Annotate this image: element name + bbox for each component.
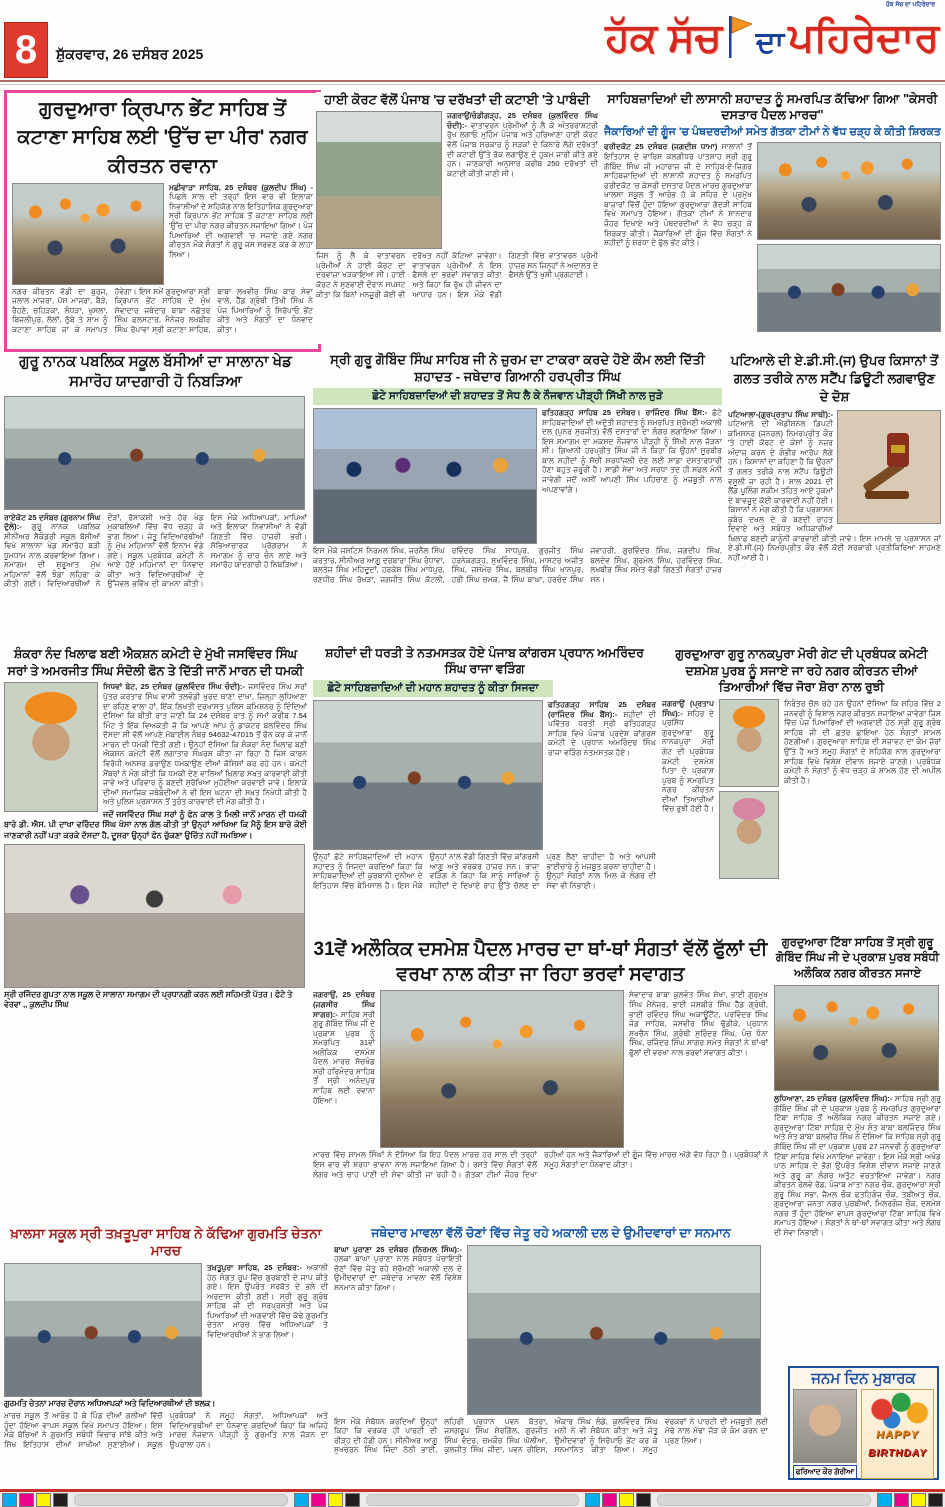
body-text-continued: ਮਾਰਚ ਵਿੱਚ ਸ਼ਾਮਲ ਸਿੰਘਾਂ ਨੇ ਦੱਸਿਆ ਕਿ ਇਹ ਪੈਦਲ ਮਾਰਚ ਹਰ ਸਾਲ ਦੀ ਤਰ੍ਹਾਂ ਇਸ ਵਾਰ ਵੀ ਸ਼ਰਧਾ ਭਾਵਨਾ ਨਾਲ ਸਜਾਇਆ ਗਿਆ ਹੈ। ਰਸਤੇ ਵਿੱਚ ਸੰਗਤਾਂ ਵੱਲੋਂ ਲੰਗਰ ਅਤੇ ਚਾਹ ਪਾਣੀ ਦੀ ਸੇਵਾ ਕੀਤੀ ਜਾ ਰਹੀ ਹੈ। ਗੱਤਕਾ ਟੀਮਾਂ ਜੌਹਰ ਦਿਖਾ ਰਹੀਆਂ ਹਨ ਅਤੇ ਜੈਕਾਰਿਆਂ ਦੀ ਗੂੰਜ ਵਿੱਚ ਮਾਰਚ ਅੱਗੇ ਵੱਧ ਰਿਹਾ ਹੈ। ਪ੍ਰਬੰਧਕਾਂ ਨੇ ਸਮੂਹ ਸੰਗਤਾਂ ਦਾ ਧੰਨਵਾਦ ਕੀਤਾ। [313, 1150, 768, 1179]
photo-birthday-baby [793, 1389, 857, 1463]
body-text: ਸਿਧਵਾਂ ਬੇਟ, 25 ਦਸੰਬਰ (ਕੁਲਵਿੰਦਰ ਸਿੰਘ ਚੰਦੀ):- ਜਸਵਿੰਦਰ ਸਿੰਘ ਸਰਾਂ ਪੁੱਤਰ ਕਰਤਾਰ ਸਿੰਘ ਵਾਸੀ ਤਲਵੰਡੀ ਖੁਰਦ ਥਾਣਾ ਦਾਖਾ, ਜ਼ਿਲ੍ਹਾ ਲੁਧਿਆਣਾ ਦਾ ਰਹਿਣ ਵਾਲਾ ਹਾਂ, ਇੱਕ ਲਿਖਤੀ ਦਰਖਾਸਤ ਪੁਲਿਸ ਕਮਿਸ਼ਨਰ ਨੂੰ ਦਿੰਦਿਆਂ ਦੱਸਿਆ ਕਿ ਬੀਤੀ ਰਾਤ ਜਾਣੀ ਕਿ 24 ਦਸੰਬਰ ਰਾਤ ਨੂੰ ਸਮਾਂ ਕਰੀਬ 7.54 ਮਿੰਟ ਤੇ ਇੱਕ ਵਿਅਕਤੀ ਜੋ ਕਿ ਆਪਣੇ ਆਪ ਨੂੰ ਡਾਕਟਰ ਬਲਵਿੰਦਰ ਸਿੰਘ ਦੱਸਦਾ ਸੀ ਵੱਲੋਂ ਆਪਣੇ ਮੋਬਾਈਲ ਨੰਬਰ 94632-47015 ਤੋਂ ਫੋਨ ਕਰ ਕੇ ਜਾਨੋਂ ਮਾਰਨ ਦੀ ਧਮਕੀ ਦਿੱਤੀ ਗਈ। ਉਨ੍ਹਾਂ ਦੱਸਿਆ ਕਿ ਸ਼ੰਕਰਾ ਨੰਦ ਖਿਲਾਫ ਬਣੀ ਐਕਸ਼ਨ ਕਮੇਟੀ ਵੱਲੋਂ ਲਗਾਤਾਰ ਸੰਘਰਸ਼ ਕੀਤਾ ਜਾ ਰਿਹਾ ਹੈ ਜਿਸ ਕਾਰਨ ਵਿਰੋਧੀ ਅਨਸਰ ਡਰਾਉਣ ਧਮਕਾਉਣ ਦੀਆਂ ਕੋਸ਼ਿਸ਼ਾਂ ਕਰ ਰਹੇ ਹਨ। ਕਮੇਟੀ ਮੈਂਬਰਾਂ ਨੇ ਮੰਗ ਕੀਤੀ ਕਿ ਧਮਕੀ ਦੇਣ ਵਾਲਿਆਂ ਖ਼ਿਲਾਫ਼ ਸਖ਼ਤ ਕਾਰਵਾਈ ਕੀਤੀ ਜਾਵੇ ਅਤੇ ਪਰਿਵਾਰ ਨੂੰ ਬਣਦੀ ਸੁਰੱਖਿਆ ਮੁਹੱਈਆ ਕਰਵਾਈ ਜਾਵੇ। ਇਲਾਕੇ ਦੀਆਂ ਸਮਾਜਿਕ ਜਥੇਬੰਦੀਆਂ ਨੇ ਵੀ ਇਸ ਘਟਨਾ ਦੀ ਸਖ਼ਤ ਨਿਖੇਧੀ ਕੀਤੀ ਹੈ ਅਤੇ ਪੁਲਿਸ ਪ੍ਰਸ਼ਾਸਨ ਤੋਂ ਤੁਰੰਤ ਕਾਰਵਾਈ ਦੀ ਮੰਗ ਕੀਤੀ ਹੈ। [103, 682, 307, 807]
photo-stack [757, 142, 941, 332]
headline: ਗੁਰਦੁਆਰਾ ਗੁਰੂ ਨਾਨਕਪੁਰਾ ਮੋਰੀ ਗੇਟ ਦੀ ਪ੍ਰਬੰਧਕ ਕਮੇਟੀ ਦਸ਼ਮੇਸ਼ ਪੁਰਬ ਨੂੰ ਸਜਾਏ ਜਾ ਰਹੇ ਨਗਰ ਕੀਰਤਨ ਦੀਆਂ ਤਿਆਰੀਆਂ ਵਿੱਚ ਜੋਰਾ ਸ਼ੋਰਾ ਨਾਲ ਰੁਝੀ [675, 647, 928, 695]
headline: ਸਾਹਿਬਜ਼ਾਦਿਆਂ ਦੀ ਲਾਸਾਨੀ ਸ਼ਹਾਦਤ ਨੂੰ ਸਮਰਪਿਤ ਕੱਢਿਆ ਗਿਆ "ਕੇਸਰੀ ਦਸਤਾਰ ਪੈਦਲ ਮਾਰਚ" [607, 92, 938, 122]
cmyk-marks-3 [585, 1493, 651, 1507]
dateline: ਲੁਧਿਆਣਾ, 25 ਦਸੰਬਰ (ਕੁਲਵਿੰਦਰ ਸਿੰਘ):- [774, 1094, 893, 1104]
photo-roadside-trees [316, 111, 442, 249]
gavel-icon [847, 425, 931, 509]
press-bar [74, 1494, 288, 1506]
cyan-mark [294, 1493, 309, 1507]
birthday-baby-name: ਫਰਿਆਦ ਕੌਰ ਗੋਰੀਆ [793, 1465, 857, 1479]
body-text-right: ਨਿਰੰਤਰ ਚੱਲ ਰਹੇ ਹਨ ਉਹਨਾਂ ਦੱਸਿਆ ਕਿ ਸ਼ਹਿਰ ਵਿੱਚ 2 ਜਨਵਰੀ ਨੂੰ ਵਿਸ਼ਾਲ ਨਗਰ ਕੀਰਤਨ ਸਜਾਇਆ ਜਾਵੇਗਾ ਜਿਸ ਵਿੱਚ ਪੰਜ ਪਿਆਰਿਆਂ ਦੀ ਅਗਵਾਈ ਹੇਠ ਸ੍ਰੀ ਗੁਰੂ ਗ੍ਰੰਥ ਸਾਹਿਬ ਜੀ ਦੀ ਛਤਰ ਛਾਇਆ ਹੇਠ ਸੰਗਤਾਂ ਸ਼ਾਮਲ ਹੋਣਗੀਆਂ। ਗੁਰਦੁਆਰਾ ਸਾਹਿਬ ਦੀ ਸਜਾਵਟ ਦਾ ਕੰਮ ਜ਼ੋਰਾਂ ਉੱਤੇ ਹੈ ਅਤੇ ਸਮੂਹ ਸੰਗਤਾਂ ਦੇ ਸਹਿਯੋਗ ਨਾਲ ਗੁਰਦੁਆਰਾ ਸਾਹਿਬ ਵਿਖੇ ਵਿਸ਼ੇਸ਼ ਦੀਵਾਨ ਸਜਾਏ ਜਾਣਗੇ। ਪ੍ਰਬੰਧਕ ਕਮੇਟੀ ਨੇ ਸੰਗਤਾਂ ਨੂੰ ਵੱਧ ਚੜ੍ਹ ਕੇ ਸ਼ਾਮਲ ਹੋਣ ਦੀ ਅਪੀਲ ਕੀਤੀ ਹੈ। [784, 699, 941, 785]
body-text-continued: ਜਿਸ ਨੂੰ ਲੈ ਕੇ ਵਾਤਾਵਰਨ ਪ੍ਰੇਮੀਆਂ ਨੇ ਹਾਈ ਕੋਰਟ ਦਾ ਦਰਵਾਜ਼ਾ ਖੜਕਾਇਆ ਸੀ। ਹਾਈ ਕੋਰਟ ਨੇ ਸੁਣਵਾਈ ਦੌਰਾਨ ਸਪਸ਼ਟ ਕੀਤਾ ਕਿ ਬਿਨਾਂ ਮਨਜ਼ੂਰੀ ਕੋਈ ਵੀ ਦਰੱਖਤ ਨਹੀਂ ਕੱਟਿਆ ਜਾਵੇਗਾ। ਵਾਤਾਵਰਨ ਪ੍ਰੇਮੀਆਂ ਨੇ ਇਸ ਫੈਸਲੇ ਦਾ ਭਰਵਾਂ ਸਵਾਗਤ ਕੀਤਾ ਅਤੇ ਕਿਹਾ ਕਿ ਰੁੱਖ ਹੀ ਜੀਵਨ ਦਾ ਆਧਾਰ ਹਨ। ਇਸ ਮੌਕੇ ਵੱਡੀ ਗਿਣਤੀ ਵਿੱਚ ਵਾਤਾਵਰਨ ਪ੍ਰੇਮੀ ਹਾਜ਼ਰ ਸਨ ਜਿਨ੍ਹਾਂ ਨੇ ਅਦਾਲਤ ਦੇ ਫੈਸਲੇ ਉੱਤੇ ਖੁਸ਼ੀ ਪ੍ਰਗਟਾਈ। [316, 251, 598, 299]
masthead-rule-thin [0, 84, 945, 85]
article-gurmat-chetna-march [4, 1226, 328, 1484]
dateline: ਫਰੀਦਕੋਟ 25 ਦਸੰਬਰ (ਜਗਦੀਸ਼ ਧਾਮਾ) [604, 142, 718, 152]
body-text: ਮਛੀਵਾੜਾ ਸਾਹਿਬ, 25 ਦਸੰਬਰ (ਕੁਲਦੀਪ ਸਿੰਘ) - ਪਿਛਲੇ ਸਾਲ ਦੀ ਤਰ੍ਹਾਂ ਇਸ ਵਾਰ ਵੀ ਇਲਾਕਾ ਨਿਵਾਸੀਆਂ ਦੇ ਸਹਿਯੋਗ ਨਾਲ ਇਤਿਹਾਸਿਕ ਗੁਰਦੁਆਰਾ ਸ੍ਰੀ ਕ੍ਰਿਪਾਨ ਭੇਂਟ ਸਾਹਿਬ ਤੋਂ ਕਟਾਣਾ ਸਾਹਿਬ ਲਈ 'ਉੱਚ ਦਾ ਪੀਰ' ਨਗਰ ਕੀਰਤਨ ਸਜਾਇਆ ਗਿਆ। ਪੰਜ ਪਿਆਰਿਆਂ ਦੀ ਅਗਵਾਈ 'ਚ ਸਜਾਏ ਗਏ ਨਗਰ ਕੀਰਤਨ ਮੌਕੇ ਸੰਗਤਾਂ ਨੇ ਗੁਰੂ ਜਸ ਸਰਵਣ ਕਰ ਕੇ ਲਾਹਾ ਲਿਆ। [169, 182, 313, 259]
photo-dastar-march-flags [757, 142, 941, 240]
highlight-paragraph: ਜਦੋਂ ਜਸਵਿੰਦਰ ਸਿੰਘ ਸਰਾਂ ਨੂੰ ਫੋਨ ਕਾਲ ਤੇ ਮਿਲੀ ਜਾਨੋਂ ਮਾਰਨ ਦੀ ਧਮਕੀ ਬਾਰੇ ਡੀ. ਐਸ. ਪੀ ਦਾਖਾ ਵਰਿੰਦਰ ਸਿੰਘ ਖੋਸਾ ਨਾਲ ਗੱਲ ਕੀਤੀ ਤਾਂ ਉਨ੍ਹਾਂ ਆਖਿਆ ਕਿ ਮੈਨੂੰ ਇਸ ਬਾਰੇ ਕੋਈ ਜਾਣਕਾਰੀ ਨਹੀਂ ਪਤਾ ਕਰਕੇ ਦੱਸਦਾ ਹੈ, ਦੂਸਰਾ ਉਨ੍ਹਾਂ ਫੋਨ ਚੁੱਕਣਾ ਉਚਿੱਤ ਨਹੀਂ ਸਮਝਿਆ। [4, 809, 307, 840]
dateline: ਬਾਘਾ ਪੁਰਾਣਾ 25 ਦਸੰਬਰ (ਨਿਰਮਲ ਸਿੰਘ):- [334, 1244, 462, 1254]
photo-caption: ਸ੍ਰੀ ਰਜਿੰਦਰ ਗੁਪਤਾ ਨਾਲ ਸਕੂਲ ਦੇ ਸਾਲਾਨਾ ਸਮਾਗਮ ਦੀ ਪ੍ਰਧਾਨਗੀ ਕਰਨ ਲਈ ਸਹਿਮਤੀ ਪੱਤਰ। ਫੋਟੋ ਤੇ ਵੇਰਵਾ ,, ਕੁਲਦੀਪ ਸਿੰਘ [4, 989, 293, 1010]
article-adc-stamp-duty [728, 352, 941, 640]
dateline: ਸਿਧਵਾਂ ਬੇਟ, 25 ਦਸੰਬਰ (ਕੁਲਵਿੰਦਰ ਸਿੰਘ ਚੰਦੀ):- [103, 682, 245, 692]
article-tibba-sahib-nagar-kirtan [774, 936, 941, 1360]
body-text: ਫਰੀਦਕੋਟ 25 ਦਸੰਬਰ (ਜਗਦੀਸ਼ ਧਾਮਾ) ਸਾਲਾਨਾਂ ਤੋਂ ਇਤਿਹਾਸ ਦੇ ਵਾਰਿਸ ਕਲਗੀਧਰ ਪਾਤਸ਼ਾਹ ਸ੍ਰੀ ਗੁਰੂ ਗੋਬਿੰਦ ਸਿੰਘ ਜੀ ਮਹਾਰਾਜ ਜੀ ਦੇ ਸਾਹਿਬ-ਏ-ਜਿਗਰ ਸਾਹਿਬਜ਼ਾਦਿਆਂ ਦੀ ਲਾਸਾਨੀ ਸ਼ਹਾਦਤ ਨੂੰ ਸਮਰਪਿਤ ਫਰੀਦਕੋਟ 'ਚ ਕੇਸਰੀ ਦਸਤਾਰ ਪੈਦਲ ਮਾਰਚ ਗੁਰਦੁਆਰਾ ਖਾਲਸਾ ਸਕੂਲ ਤੋਂ ਆਰੰਭ ਹੋ ਕੇ ਸ਼ਹਿਰ ਦੇ ਪ੍ਰਮੁੱਖ ਬਾਜ਼ਾਰਾਂ ਵਿੱਚੋਂ ਹੁੰਦਾ ਹੋਇਆ ਗੁਰਦੁਆਰਾ ਗੋਦੜੀ ਸਾਹਿਬ ਵਿਖੇ ਸਮਾਪਤ ਹੋਇਆ। ਗੱਤਕਾ ਟੀਮਾਂ ਨੇ ਸ਼ਾਨਦਾਰ ਜੌਹਰ ਦਿਖਾਏ ਅਤੇ ਪੰਥਦਰਦੀਆਂ ਨੇ ਵੱਧ ਚੜ੍ਹ ਕੇ ਸ਼ਿਰਕਤ ਕੀਤੀ। ਜੈਕਾਰਿਆਂ ਦੀ ਗੂੰਜ ਵਿੱਚ ਸੰਗਤਾਂ ਨੇ ਸ਼ਹੀਦਾਂ ਨੂੰ ਸ਼ਰਧਾ ਦੇ ਫੁੱਲ ਭੇਂਟ ਕੀਤੇ। [604, 142, 752, 248]
photo-tibba-sahib-kirtan [774, 985, 939, 1091]
press-bar [366, 1494, 580, 1506]
body-text-continued: ਇਸ ਮੌਕੇ ਸੰਬੋਧਨ ਕਰਦਿਆਂ ਉਨ੍ਹਾਂ ਕਿਹਾ ਕਿ ਵਰਕਰ ਹੀ ਪਾਰਟੀ ਦੀ ਰੀੜ੍ਹ ਦੀ ਹੱਡੀ ਹਨ। ਸੀਨੀਅਰ ਆਗੂ ਸੁਖਚਰਨ ਸਿੰਘ ਜਿੰਦਾ ਠੱਠੀ ਭਾਈ, ਲਹਿਰੀ ਪ੍ਰਧਾਨ ਪਵਨ ਬੱਤਰਾ, ਜਸਗਰੂਪ ਸਿੰਘ ਸ਼ੇਰਗਿੱਲ, ਗੁਰਜੀਤ ਸਿੰਘ ਵੰਦਰ, ਚਮਕੌਰ ਸਿੰਘ ਘੋਲੀਆ, ਕੁਲਜੀਤ ਸਿੰਘ ਜੀਦਾ, ਪਵਨ ਰੀਇਸ, ਔਕਾਰ ਸਿੰਘ ਲੰਡੇ, ਕੁਲਵਿੰਦਰ ਸਿੰਘ ਮਨੀ ਨੇ ਵੀ ਸੰਬੋਧਨ ਕੀਤਾ ਅਤੇ ਜੇਤੂ ਉਮੀਦਵਾਰਾਂ ਨੂੰ ਸਿਰੋਪਾਓ ਭੇਂਟ ਕਰ ਕੇ ਸਨਮਾਨਿਤ ਕੀਤਾ ਗਿਆ। ਸਮੂਹ ਵਰਕਰਾਂ ਨੇ ਪਾਰਟੀ ਦੀ ਮਜ਼ਬੂਤੀ ਲਈ ਮੋਢੇ ਨਾਲ ਮੋਢਾ ਜੋੜ ਕੇ ਕੰਮ ਕਰਨ ਦਾ ਪ੍ਰਣ ਲਿਆ। [334, 1416, 768, 1455]
black-mark [53, 1493, 68, 1507]
photo-paidal-march [380, 990, 624, 1148]
photo-portrait-jaswinder-singh [4, 682, 98, 812]
body-text: ਲੁਧਿਆਣਾ, 25 ਦਸੰਬਰ (ਕੁਲਵਿੰਦਰ ਸਿੰਘ):- ਸਾਹਿਬ ਸ੍ਰੀ ਗੁਰੂ ਗੋਬਿੰਦ ਸਿੰਘ ਜੀ ਦੇ ਪ੍ਰਕਾਸ਼ ਪੁਰਬ ਨੂੰ ਸਮਰਪਿਤ ਗੁਰਦੁਆਰਾ ਟਿੱਬਾ ਸਾਹਿਬ ਤੋਂ ਅਲੌਕਿਕ ਨਗਰ ਕੀਰਤਨ ਸਜਾਏ ਗਏ। ਗੁਰਦੁਆਰਾ ਟਿੱਬਾ ਸਾਹਿਬ ਦੇ ਮੁੱਖ ਸੰਤ ਬਾਬਾ ਬਲਜਿੰਦਰ ਸਿੰਘ ਅਤੇ ਸੰਤ ਬਾਬਾ ਬਲਵੀਰ ਸਿੰਘ ਨੇ ਦੱਸਿਆ ਕਿ ਸਾਹਿਬ ਸ੍ਰੀ ਗੁਰੂ ਗੋਬਿੰਦ ਸਿੰਘ ਜੀ ਦਾ ਪ੍ਰਕਾਸ਼ ਪੁਰਬ 27 ਜਨਵਰੀ ਨੂੰ ਗੁਰਦੁਆਰਾ ਟਿੱਬਾ ਸਾਹਿਬ ਵਿਖੇ ਮਨਾਇਆ ਜਾਵੇਗਾ। ਇਸ ਮੌਕੇ ਸ੍ਰੀ ਅਖੰਡ ਪਾਠ ਸਾਹਿਬ ਦੇ ਭੋਗ ਉਪਰੰਤ ਵਿਸ਼ੇਸ਼ ਦੀਵਾਨ ਸਜਾਏ ਜਾਣਗੇ ਅਤੇ ਗੁਰੂ ਕਾ ਲੰਗਰ ਅਤੁੱਟ ਵਰਤਾਇਆ ਜਾਵੇਗਾ। ਨਗਰ ਕੀਰਤਨ ਰੇਲਵੇ ਰੋਡ, ਪੰਜਾਬ ਮਾਤਾ ਨਗਰ ਚੌਕ, ਗੁਰਦੁਆਰਾ ਸ੍ਰੀ ਗੁਰੂ ਸਿੰਘ ਸਭਾ, ਜੈਮਲ ਚੌਕ ਫਤਹਿਗੰਜ ਚੌਕ, ਤਬੀਅਤ ਚੌਕ, ਗੁਰਦੁਆਰਾ ਜਨਤਾ ਨਗਰ ਪੁਰਬੀਆਂ, ਮਿਲਰਗੰਜ ਚੌਕ, ਦਸਮੇਸ਼ ਨਗਰ ਤੋਂ ਹੁੰਦਾ ਹੋਇਆ ਵਾਪਸ ਗੁਰਦੁਆਰਾ ਟਿੱਬਾ ਸਾਹਿਬ ਵਿਖੇ ਸਮਾਪਤ ਹੋਇਆ। ਸੰਗਤਾਂ ਨੇ ਥਾਂ-ਥਾਂ ਸਵਾਗਤ ਕੀਤਾ ਅਤੇ ਲੰਗਰ ਦੀ ਸੇਵਾ ਨਿਭਾਈ। [774, 1094, 941, 1238]
dateline: ਮਛੀਵਾੜਾ ਸਾਹਿਬ, 25 ਦਸੰਬਰ (ਕੁਲਦੀਪ ਸਿੰਘ) - [169, 182, 313, 192]
magenta-mark [602, 1493, 617, 1507]
newspaper-logo [605, 14, 939, 58]
photo-school-group [4, 396, 305, 510]
headline: ਪਟਿਆਲੇ ਦੀ ਏ.ਡੀ.ਸੀ.(ਜ) ਉਪਰ ਕਿਸਾਨਾਂ ਤੋਂ ਗਲਤ ਤਰੀਕੇ ਨਾਲ ਸਟੈਂਪ ਡਿਊਟੀ ਲਗਵਾਉਣ ਦੇ ਦੋਸ਼ [730, 353, 939, 405]
subheadline: ਜੈਕਾਰਿਆਂ ਦੀ ਗੂੰਜ 'ਚ ਪੰਥਦਰਦੀਆਂ ਸਮੇਤ ਗੱਤਕਾ ਟੀਮਾਂ ਨੇ ਵੱਧ ਚੜ੍ਹ ਕੇ ਕੀਤੀ ਸ਼ਿਰਕਤ [604, 126, 941, 139]
photo-school-march-bus [4, 1263, 202, 1397]
dateline: ਫਤਿਹਗੜ੍ਹ ਸਾਹਿਬ 25 ਦਸੰਬਰ। ਰਾਜਿੰਦਰ ਸਿੰਘ ਬੈਂਸ:- [542, 408, 708, 417]
photo-three-men-meeting [4, 844, 305, 988]
masthead-rule [0, 80, 945, 82]
magenta-mark [311, 1493, 326, 1507]
body-text: ਪਟਿਆਲਾ-(ਗੁਰਪ੍ਰਤਾਪ ਸਿੰਘ ਸਾਥੀ):- ਪਟਿਆਲੇ ਦੀ ਐਡੀਸ਼ਨਲ ਡਿਪਟੀ ਕਮਿਸ਼ਨਰ (ਜਨਰਲ) ਨਿਮਰਪ੍ਰੀਤ ਕੌਰ 'ਤੇ ਹਾਈ ਕੋਰਟ ਦੇ ਕੇਸਾਂ ਨੂੰ ਨਜ਼ਰ ਅੰਦਾਜ਼ ਕਰਨ ਦੇ ਗੰਭੀਰ ਆਰੋਪ ਲੱਗੇ ਹਨ। ਕਿਸਾਨਾਂ ਦਾ ਕਹਿਣਾ ਹੈ ਕਿ ਉਹਨਾਂ ਤੋਂ ਗਲਤ ਤਰੀਕੇ ਨਾਲ ਸਟੈਂਪ ਡਿਊਟੀ ਵਸੂਲੀ ਜਾ ਰਹੀ ਹੈ। ਸਾਲ 2021 ਦੀ ਲੈਂਡ ਪੂਲਿੰਗ ਸਕੀਮ ਤਹਿਤ ਆਏ ਹੁਕਮਾਂ ਦੇ ਬਾਵਜੂਦ ਕੋਈ ਕਾਰਵਾਈ ਨਹੀਂ ਹੋਈ। ਕਿਸਾਨਾਂ ਨੇ ਮੰਗ ਕੀਤੀ ਹੈ ਕਿ ਪ੍ਰਸ਼ਾਸਨ ਕੁਬੇਰ ਦਖਲ ਦੇ ਕੇ ਬਣਦੀ ਰਾਹਤ ਦਿਵਾਏ ਅਤੇ ਸਬੰਧਤ ਅਧਿਕਾਰੀਆਂ ਖ਼ਿਲਾਫ਼ ਬਣਦੀ ਕਾਨੂੰਨੀ ਕਾਰਵਾਈ ਕੀਤੀ ਜਾਵੇ। ਇਸ ਮਾਮਲੇ 'ਚ ਪ੍ਰਸ਼ਾਸਨ ਜਾਂ ਏ.ਡੀ.ਸੀ.(ਜ) ਨਿਮਰਪ੍ਰੀਤ ਕੌਰ ਵੱਲੋਂ ਕੋਈ ਸਰਕਾਰੀ ਪ੍ਰਤੀਕਿਰਿਆ ਸਾਹਮਣੇ ਨਹੀਂ ਆਈ ਹੈ। [728, 409, 941, 562]
cmyk-marks-2 [294, 1493, 360, 1507]
article-mori-gate-committee [662, 646, 941, 932]
headline: ਗੁਰਦੁਆਰਾ ਟਿੱਬਾ ਸਾਹਿਬ ਤੋਂ ਸ੍ਰੀ ਗੁਰੂ ਗੋਬਿੰਦ ਸਿੰਘ ਜੀ ਦੇ ਪ੍ਰਕਾਸ਼ ਪੁਰਬ ਸਬੰਧੀ ਅਲੌਕਿਕ ਨਗਰ ਕੀਰਤਨ ਸਜਾਏ [775, 937, 940, 980]
dateline: ਜਗਰਾਉਂ/ਚੰਡੀਗੜ੍ਹ, 25 ਦਸੰਬਰ (ਕੁਲਵਿੰਦਰ ਸਿੰਘ ਚੰਦੀ):- [447, 111, 598, 130]
page-number-badge: 8 [4, 22, 48, 78]
photo-sanman-group [467, 1245, 761, 1415]
body-text: ਰਾਏਕੋਟ 25 ਦਸੰਬਰ (ਗੁਰਨਾਮ ਸਿੰਘ ਦੁੱਲੇ):- ਗੁਰੂ ਨਾਨਕ ਪਬਲਿਕ ਸੀਨੀਅਰ ਸੈਕੰਡਰੀ ਸਕੂਲ ਬੱਸੀਆਂ ਵਿਖੇ ਸਾਲਾਨਾ ਖੇਡ ਸਮਾਰੋਹ ਬੜੀ ਧੂਮਧਾਮ ਨਾਲ ਕਰਵਾਇਆ ਗਿਆ। ਸਮਾਗਮ ਦੀ ਸ਼ੁਰੂਆਤ ਮੁੱਖ ਮਹਿਮਾਨਾਂ ਵੱਲੋਂ ਝੰਡਾ ਲਹਿਰਾ ਕੇ ਕੀਤੀ ਗਈ। ਵਿਦਿਆਰਥੀਆਂ ਨੇ ਦੌੜਾਂ, ਰੱਸਾਕਸ਼ੀ ਅਤੇ ਹੋਰ ਖੇਡ ਮੁਕਾਬਲਿਆਂ ਵਿੱਚ ਵੱਧ ਚੜ੍ਹ ਕੇ ਭਾਗ ਲਿਆ। ਜੇਤੂ ਵਿਦਿਆਰਥੀਆਂ ਨੂੰ ਮੁੱਖ ਮਹਿਮਾਨਾਂ ਵੱਲੋਂ ਇਨਾਮ ਵੰਡੇ ਗਏ। ਸਕੂਲ ਪ੍ਰਬੰਧਕ ਕਮੇਟੀ ਨੇ ਆਏ ਹੋਏ ਮਹਿਮਾਨਾਂ ਦਾ ਧੰਨਵਾਦ ਕੀਤਾ ਅਤੇ ਵਿਦਿਆਰਥੀਆਂ ਦੇ ਉੱਜਵਲ ਭਵਿੱਖ ਦੀ ਕਾਮਨਾ ਕੀਤੀ। ਇਸ ਮੌਕੇ ਅਧਿਆਪਕਾਂ, ਮਾਪਿਆਂ ਅਤੇ ਇਲਾਕਾ ਨਿਵਾਸੀਆਂ ਨੇ ਵੱਡੀ ਗਿਣਤੀ ਵਿੱਚ ਹਾਜ਼ਰੀ ਭਰੀ। ਸੱਭਿਆਚਾਰਕ ਪ੍ਰੋਗਰਾਮ ਨੇ ਸਮਾਗਮ ਨੂੰ ਚਾਰ ਚੰਨ ਲਾਏ ਅਤੇ ਸਮਾਰੋਹ ਯਾਦਗਾਰੀ ਹੋ ਨਿਬੜਿਆ। [4, 512, 307, 589]
article-akali-winners-honoured [334, 1226, 768, 1484]
article-kesri-dastar-march [604, 92, 941, 344]
yellow-mark [36, 1493, 51, 1507]
photo-caption: ਗੁਰਮਤਿ ਚੇਤਨਾ ਮਾਰਚ ਦੌਰਾਨ ਅਧਿਆਪਕਾਂ ਅਤੇ ਵਿਦਿਆਰਥੀਆਂ ਦੀ ਝਲਕ। [4, 1398, 216, 1408]
yellow-mark [911, 1493, 926, 1507]
article-raja-warring-visit [313, 646, 656, 932]
edition-date: ਸ਼ੁੱਕਰਵਾਰ, 26 ਦਸੰਬਰ 2025 [56, 46, 204, 62]
headline: ਗੁਰਦੁਆਰਾ ਕ੍ਰਿਪਾਨ ਭੇਂਟ ਸਾਹਿਬ ਤੋਂ ਕਟਾਣਾ ਸਾਹਿਬ ਲਈ 'ਉੱਚ ਦਾ ਪੀਰ' ਨਗਰ ਕੀਰਤਨ ਰਵਾਨਾ [17, 98, 308, 177]
article-jathedar-harpreet-singh [313, 352, 722, 640]
dateline: ਤਖ਼ਤੂਪੁਰਾ ਸਾਹਿਬ, 25 ਦਸੰਬਰ:- [207, 1262, 302, 1272]
logo-text-middle: ਦਾ [755, 26, 785, 59]
black-mark [928, 1493, 943, 1507]
yellow-mark [328, 1493, 343, 1507]
birthday-photo-block [793, 1389, 857, 1479]
dateline: ਜਗਰਾਉਂ (ਪ੍ਰਤਾਪ ਸਿੰਘ):- [662, 699, 714, 718]
dateline: ਜਗਰਾਉਂ, 25 ਦਸੰਬਰ (ਜਗਸੀਰ ਸਿੰਘ ਸਾਗਰ):- [313, 990, 375, 1019]
photo-stage-group [313, 408, 537, 544]
subheadline-green: ਛੋਟੇ ਸਾਹਿਬਜ਼ਾਦਿਆਂ ਦੀ ਮਹਾਨ ਸ਼ਹਾਦਤ ਨੂੰ ਕੀਤਾ ਸਿਜਦਾ [313, 680, 553, 697]
body-text: ਤਖ਼ਤੂਪੁਰਾ ਸਾਹਿਬ, 25 ਦਸੰਬਰ:- ਅਕਾਲੀ ਹੇਠ ਸੰਗਤ ਰੂਪ ਵਿੱਚ ਗੁਰਬਾਣੀ ਦੇ ਜਾਪ ਕੀਤੇ ਗਏ। ਇਸ ਉਪਰੰਤ ਸਰਬੱਤ ਦੇ ਭਲੇ ਦੀ ਅਰਦਾਸ ਕੀਤੀ ਗਈ। ਸ੍ਰੀ ਗੁਰੂ ਗ੍ਰੰਥ ਸਾਹਿਬ ਜੀ ਦੀ ਸਰਪ੍ਰਸਤੀ ਅਤੇ ਪੰਜ ਪਿਆਰਿਆਂ ਦੀ ਅਗਵਾਈ ਵਿੱਚ ਕੱਢੇ ਗੁਰਮਤਿ ਚੇਤਨਾ ਮਾਰਚ ਵਿੱਚ ਅਧਿਆਪਕਾਂ ਤੇ ਵਿਦਿਆਰਥੀਆਂ ਨੇ ਭਾਗ ਲਿਆ। [207, 1262, 328, 1339]
cyan-mark [877, 1493, 892, 1507]
dateline: ਪਟਿਆਲਾ-(ਗੁਰਪ੍ਰਤਾਪ ਸਿੰਘ ਸਾਥੀ):- [728, 409, 833, 419]
body-text-continued: ਮਾਰਚ ਸਕੂਲ ਤੋਂ ਆਰੰਭ ਹੋ ਕੇ ਪਿੰਡ ਦੀਆਂ ਗਲੀਆਂ ਵਿੱਚੋਂ ਹੁੰਦਾ ਹੋਇਆ ਵਾਪਸ ਸਕੂਲ ਵਿਖੇ ਸਮਾਪਤ ਹੋਇਆ। ਇਸ ਮੌਕੇ ਬੱਚਿਆਂ ਨੇ ਗੁਰਮਤਿ ਸਬੰਧੀ ਵਿਚਾਰ ਸਾਂਝੇ ਕੀਤੇ ਅਤੇ ਸਿੱਖ ਇਤਿਹਾਸ ਦੀਆਂ ਸਾਖੀਆਂ ਸੁਣਾਈਆਂ। ਸਕੂਲ ਪ੍ਰਬੰਧਕਾਂ ਨੇ ਸਮੂਹ ਸੰਗਤਾਂ, ਅਧਿਆਪਕਾਂ ਅਤੇ ਵਿਦਿਆਰਥੀਆਂ ਦਾ ਧੰਨਵਾਦ ਕਰਦਿਆਂ ਕਿਹਾ ਕਿ ਅਜਿਹੇ ਮਾਰਚ ਨੌਜਵਾਨ ਪੀੜ੍ਹੀ ਨੂੰ ਗੁਰਮਤਿ ਨਾਲ ਜੋੜਨ ਦਾ ਉਪਰਾਲਾ ਹਨ। [4, 1411, 328, 1449]
body-text-continued: ਨਗਰ ਕੀਰਤਨ ਵੱਡੀ ਦਾ ਬੁਰਜ, ਜਲਾਲ ਮਾਜਰਾ, ਪੱਸ ਮਾਜਰਾ, ਬੈੜੇ, ਰੈਹਣੇ, ਚਹਿੜਕਾ, ਲੰਧੜਾ, ਖੁਸਲਾ, ਬਿਜਲੀਪੁਰ, ਲੱਲਾਂ, ਠੁੱਬੇ ਤੇ ਸ਼ਾਮ ਨੂੰ ਕਟਾਣਾ ਸਾਹਿਬ ਜਾ ਕੇ ਸਮਾਪਤ ਹੋਵੇਗਾ। ਇਸ ਸਮੇਂ ਗੁਰਦੁਆਰਾ ਸ੍ਰੀ ਕ੍ਰਿਪਾਨ ਭੇਂਟ ਸਾਹਿਬ ਦੇ ਮੁੱਖ ਸੇਵਾਦਾਰ ਜਥੇਦਾਰ ਬਾਬਾ ਨਛੱਤਰ ਸਿੰਘ ਫਲਸਟਾਰ, ਮੈਨੇਜਰ ਲਖਬੀਰ ਸਿੰਘ ਰੋਪਾਵਾ ਸ੍ਰੀ ਕਟਾਣਾ ਸਾਹਿਬ, ਬਾਬਾ ਲਖਵੀਰ ਸਿੰਘ ਕਾਰ ਸੇਵਾ ਵਾਲੇ, ਹੈੱਡ ਗ੍ਰੰਥੀ ਤਿੱਖੀ ਸਿੰਘ ਨੇ ਪੰਜ ਪਿਆਰਿਆਂ ਨੂੰ ਸਿਰੋਪਾਓ ਭੇਂਟ ਕੀਤੇ ਅਤੇ ਸੰਗਤਾਂ ਦਾ ਧੰਨਵਾਦ ਕੀਤਾ। [12, 286, 313, 335]
logo-tagline: ਹੱਕ ਸੱਚ ਦਾ ਪਹਿਰੇਦਾਰ [885, 2, 935, 8]
birthday-greeting-box [788, 1366, 939, 1480]
body-text: ਫਤਿਹਗੜ੍ਹ ਸਾਹਿਬ 25 ਦਸੰਬਰ। ਰਾਜਿੰਦਰ ਸਿੰਘ ਬੈਂਸ:- ਛੋਟੇ ਸਾਹਿਬਜ਼ਾਦਿਆਂ ਦੀ ਅਦੁੱਤੀ ਸ਼ਹਾਦਤ ਨੂੰ ਸਮਰਪਿਤ ਸ਼੍ਰੋਮਣੀ ਅਕਾਲੀ ਦਲ (ਪੁਨਰ ਸੁਰਜੀਤ) ਵੱਲੋਂ ਦਸਤਾਰਾਂ ਦਾ ਲੰਗਰ ਲਗਾਇਆ ਗਿਆ। ਇਸ ਸਮਾਗਮ ਦਾ ਮਕਸਦ ਨੌਜਵਾਨ ਪੀੜ੍ਹੀ ਨੂੰ ਸਿੱਖੀ ਨਾਲ ਜੋੜਨਾ ਸੀ। ਗਿਆਨੀ ਹਰਪ੍ਰੀਤ ਸਿੰਘ ਜੀ ਨੇ ਕਿਹਾ ਕਿ ਉਹਨਾਂ ਸੂਰਬੀਰ ਬਾਲ ਸ਼ਹੀਦਾਂ ਨੂੰ ਸੱਚੀ ਸ਼ਰਧਾਂਜਲੀ ਦੇਣ ਲਈ ਸਾਡਾ ਦਸਤਾਰਧਾਰੀ ਹੋਣਾ ਬਹੁਤ ਜ਼ਰੂਰੀ ਹੈ। ਸਾਡੀ ਸੇਵਾ ਅਤੇ ਸਰਧਾ ਤਦ ਹੀ ਸਫਲ ਮੰਨੀ ਜਾਵੇਗੀ ਜਦੋਂ ਅਸੀਂ ਆਪਣੀ ਸਿੱਖ ਪਹਿਚਾਣ ਨੂੰ ਮਜ਼ਬੂਤੀ ਨਾਲ ਅਪਣਾਵਾਂਗੇ। [542, 408, 722, 494]
headline: ਸ਼ੰਕਰਾ ਨੰਦ ਖਿਲਾਫ ਬਣੀ ਐਕਸ਼ਨ ਕਮੇਟੀ ਦੇ ਮੁੱਖੀ ਜਸਵਿੰਦਰ ਸਿੰਘ ਸਰਾਂ ਤੇ ਅਮਰਜੀਤ ਸਿੰਘ ਸੰਦੋਲੀ ਫੋਨ ਤੇ ਦਿੱਤੀ ਜਾਨੋਂ ਮਾਰਨ ਦੀ ਧਮਕੀ [7, 647, 304, 678]
black-mark [345, 1493, 360, 1507]
article-death-threat-phone-call [4, 646, 307, 1218]
body-text: ਜਗਰਾਉਂ (ਪ੍ਰਤਾਪ ਸਿੰਘ):- ਸ਼ਹਿਰ ਦੇ ਪ੍ਰਸਿੱਧ ਗੁਰਦੁਆਰਾ ਗੁਰੂ ਨਾਨਕਪੁਰਾ ਮੋਰੀ ਗੇਟ ਦੀ ਪ੍ਰਬੰਧਕ ਕਮੇਟੀ ਦਸ਼ਮੇਸ਼ ਪਿਤਾ ਦੇ ਪ੍ਰਕਾਸ਼ ਪੁਰਬ ਨੂੰ ਸਮਰਪਿਤ ਨਗਰ ਕੀਰਤਨ ਦੀਆਂ ਤਿਆਰੀਆਂ ਵਿੱਚ ਰੁਝੀ ਹੋਈ ਹੈ। [662, 699, 714, 814]
press-bar [657, 1494, 871, 1506]
happy-text: HAPPY [876, 1428, 919, 1441]
photo-portrait-sevadar-1 [719, 699, 779, 787]
nishan-sahib-flag-icon [726, 14, 752, 58]
body-text: ਜਗਰਾਉਂ/ਚੰਡੀਗੜ੍ਹ, 25 ਦਸੰਬਰ (ਕੁਲਵਿੰਦਰ ਸਿੰਘ ਚੰਦੀ):- ਵਾਤਾਵਰਨ ਪ੍ਰੇਮੀਆਂ ਨੂੰ ਲੈ ਕੇ ਅੰਤਰਰਾਸ਼ਟਰੀ ਰੁੱਖ ਲਗਾਓ ਮੁਹਿੰਮ ਪੰਜਾਬ ਅਤੇ ਹਰਿਆਣਾ ਹਾਈ ਕੋਰਟ ਵੱਲੋਂ ਪੰਜਾਬ ਸਰਕਾਰ ਨੂੰ ਸੜਕਾਂ ਦੇ ਕਿਨਾਰੇ ਲੱਗੇ ਦਰੱਖਤਾਂ ਦੀ ਕਟਾਈ ਉੱਤੇ ਰੋਕ ਲਗਾਉਣ ਦੇ ਹੁਕਮ ਜਾਰੀ ਕੀਤੇ ਗਏ ਹਨ। ਜਾਣਕਾਰੀ ਅਨੁਸਾਰ ਕਰੀਬ 250 ਦਰੱਖਤਾਂ ਦੀ ਕਟਾਈ ਕੀਤੀ ਜਾਣੀ ਸੀ। [447, 111, 598, 178]
headline: 31ਵੇਂ ਅਲੌਕਿਕ ਦਸਮੇਸ਼ ਪੈਦਲ ਮਾਰਚ ਦਾ ਥਾਂ-ਥਾਂ ਸੰਗਤਾਂ ਵੱਲੋਂ ਫੁੱਲਾਂ ਦੀ ਵਰਖਾ ਨਾਲ ਕੀਤਾ ਜਾ ਰਿਹਾ ਭਰਵਾਂ ਸਵਾਗਤ [313, 939, 768, 985]
article-dasmesh-paidal-march [313, 938, 768, 1220]
headline: ਸ਼ਹੀਦਾਂ ਦੀ ਧਰਤੀ ਤੇ ਨਤਮਸਤਕ ਹੋਏ ਪੰਜਾਬ ਕਾਂਗਰਸ ਪ੍ਰਧਾਨ ਅਮਰਿੰਦਰ ਸਿੰਘ ਰਾਜਾ ਵੜਿੰਗ [325, 646, 644, 676]
headline: ਗੁਰੂ ਨਾਨਕ ਪਬਲਿਕ ਸਕੂਲ ਬੱਸੀਆਂ ਦਾ ਸਾਲਾਨਾ ਖੇਡ ਸਮਾਰੋਹ ਯਾਦਗਾਰੀ ਹੋ ਨਿਬੜਿਆ [19, 353, 292, 391]
magenta-mark [19, 1493, 34, 1507]
cmyk-marks-4 [877, 1493, 943, 1507]
photo-gavel [837, 410, 941, 524]
logo-text-right: ਪਹਿਰੇਦਾਰ [788, 16, 939, 60]
body-text: ਬਾਘਾ ਪੁਰਾਣਾ 25 ਦਸੰਬਰ (ਨਿਰਮਲ ਸਿੰਘ):- ਹਲਕਾ ਬਾਘਾ ਪੁਰਾਣਾ ਨਾਲ ਸਬੰਧਤ ਪੰਚਾਇਤੀ ਚੋਣਾਂ ਵਿੱਚ ਜੇਤੂ ਰਹੇ ਸ਼੍ਰੋਮਣੀ ਅਕਾਲੀ ਦਲ ਦੇ ਉਮੀਦਵਾਰਾਂ ਦਾ ਜਥੇਦਾਰ ਮਾਵਲਾ ਵੱਲੋਂ ਵਿਸ਼ੇਸ਼ ਸਨਮਾਨ ਕੀਤਾ ਗਿਆ। [334, 1244, 462, 1292]
cmyk-marks-1 [2, 1493, 68, 1507]
dateline: ਫਤਿਹਗੜ੍ਹ ਸਾਹਿਬ 25 ਦਸੰਬਰ (ਰਾਜਿੰਦਰ ਸਿੰਘ ਬੈਂਸ):- [548, 700, 656, 719]
birthday-title: ਜਨਮ ਦਿਨ ਮੁਬਾਰਕ [811, 1370, 916, 1387]
body-text-right: ਸੇਵਾਦਾਰ ਬਾਬਾ ਕੁਲਵੰਤ ਸਿੰਘ ਸ਼ੇਖਾ, ਭਾਈ ਗੁਰਮੁਖ ਸਿੰਘ ਮੈਨੇਜਰ, ਭਾਈ ਜਸਬੀਰ ਸਿੰਘ ਹੈੱਡ ਗ੍ਰੰਥੀ, ਭਾਈ ਰਵਿੰਦਰ ਸਿੰਘ ਅਕਾਊਂਟੈਂਟ, ਪਰਵਿੰਦਰ ਸਿੰਘ ਜੰਡ ਸਾਹਿਬ, ਜਸਵੀਰ ਸਿੰਘ ਢੁੱਡੀਕੇ, ਪ੍ਰਧਾਨ ਸੁਖਚੈਨ ਸਿੰਘ, ਗ੍ਰੰਥੀ ਸੁਰਿੰਦਰ ਸਿੰਘ, ਪੰਚ ਧੰਨਾ ਸਿੰਘ, ਰਜਿੰਦਰ ਸਿੰਘ ਸਾਗਰ ਸਮੇਤ ਸੰਗਤਾਂ ਨੇ ਥਾਂ-ਥਾਂ ਫੁੱਲਾਂ ਦੀ ਵਰਖਾ ਨਾਲ ਭਰਵਾਂ ਸਵਾਗਤ ਕੀਤਾ। [629, 990, 768, 1057]
headline: ਜਥੇਦਾਰ ਮਾਵਲਾ ਵੱਲੋਂ ਚੋਣਾਂ ਵਿੱਚ ਜੇਤੂ ਰਹੇ ਅਕਾਲੀ ਦਲ ਦੇ ਉਮੀਦਵਾਰਾਂ ਦਾ ਸਨਮਾਨ [371, 1226, 731, 1240]
body-text-continued: ਇਸ ਮੌਕੇ ਜਸਟਿਸ ਨਿਰਮਲ ਸਿੰਘ, ਜਰਨੈਲ ਸਿੰਘ ਕਰਤਾਰ, ਸੀਨੀਅਰ ਆਗੂ ਦਰਬਾਰਾ ਸਿੰਘ ਰੰਧਾਵਾ, ਬਲਤੇਜ ਸਿੰਘ ਮਹਿਦੂਦਾਂ, ਹਰਕੇਸ਼ ਸਿੰਘ ਮਾਧੇਪੁਰ, ਰਣਧੀਰ ਸਿੰਘ ਰੱਖੜਾ, ਜਗਜੀਤ ਸਿੰਘ ਕੋਟਲੀ, ਰਵਿੰਦਰ ਸਿੰਘ ਸਾਧਪੁਰ, ਗੁਰਜੀਤ ਸਿੰਘ ਹਰਨੇਕਗੜ੍ਹ, ਸੁਖਵਿੰਦਰ ਸਿੰਘ, ਮਾਸਟਰ ਅਜੀਤ ਸਿੰਘ, ਜਸਮੇਰ ਸਿੰਘ, ਬਲਬੀਰ ਸਿੰਘ ਖਾਨਪੁਰ, ਹਰੀ ਸਿੰਘ ਚਮਕ, ਜੈ ਸਿੰਘ ਬਾਘਾ, ਹਰਚੰਦ ਸਿੰਘ ਜਵਾਹਰੀ, ਗੁਰਵਿੰਦਰ ਸਿੰਘ, ਜਗਦੀਪ ਸਿੰਘ, ਬਲਦੇਵ ਸਿੰਘ, ਗੁਰਮੇਲ ਸਿੰਘ, ਹਰਵਿੰਦਰ ਸਿੰਘ, ਲਖਬੀਰ ਸਿੰਘ ਸਮੇਤ ਵੱਡੀ ਗਿਣਤੀ ਸੰਗਤਾਂ ਹਾਜ਼ਰ ਸਨ। [313, 546, 722, 584]
black-mark [636, 1493, 651, 1507]
headline: ਹਾਈ ਕੋਰਟ ਵੱਲੋਂ ਪੰਜਾਬ 'ਚ ਦਰੱਖਤਾਂ ਦੀ ਕਟਾਈ 'ਤੇ ਪਾਬੰਦੀ [324, 92, 590, 107]
photo-congress-group-walk [313, 700, 543, 850]
article-uch-da-pir-nagar-kirtan [4, 90, 321, 352]
dateline: ਰਾਏਕੋਟ 25 ਦਸੰਬਰ (ਗੁਰਨਾਮ ਸਿੰਘ ਦੁੱਲੇ):- [4, 512, 101, 532]
yellow-mark [619, 1493, 634, 1507]
cyan-mark [2, 1493, 17, 1507]
press-color-registration-strip [0, 1489, 945, 1507]
cyan-mark [585, 1493, 600, 1507]
photo-portrait-sevadar-2 [719, 791, 779, 879]
subheadline-green: ਛੋਟੇ ਸਾਹਿਬਜ਼ਾਦਿਆਂ ਦੀ ਸ਼ਹਾਦਤ ਤੋਂ ਸੇਧ ਲੈ ਕੇ ਨੌਜਵਾਨ ਪੀੜ੍ਹੀ ਸਿੱਖੀ ਨਾਲ ਜੁੜੇ [313, 388, 722, 405]
article-school-sports-meet [4, 352, 307, 640]
headline: ਸ੍ਰੀ ਗੁਰੂ ਗੋਬਿੰਦ ਸਿੰਘ ਸਾਹਿਬ ਜੀ ਨੇ ਜ਼ੁਰਮ ਦਾ ਟਾਕਰਾ ਕਰਦੇ ਹੋਏ ਕੌਮ ਲਈ ਦਿੱਤੀ ਸ਼ਹਾਦਤ - ਜਥੇਦਾਰ ਗਿਆਨੀ ਹਰਪ੍ਰੀਤ ਸਿੰਘ [330, 352, 705, 384]
magenta-mark [894, 1493, 909, 1507]
article-high-court-tree-ban [316, 92, 598, 344]
balloons-graphic [861, 1389, 934, 1479]
photo-stack [719, 699, 779, 879]
headline: ਖ਼ਾਲਸਾ ਸਕੂਲ ਸ੍ਰੀ ਤਖ਼ਤੂਪੁਰਾ ਸਾਹਿਬ ਨੇ ਕੱਢਿਆ ਗੁਰਮਤਿ ਚੇਤਨਾ ਮਾਰਚ [10, 1226, 322, 1258]
birthday-text: BIRTHDAY [868, 1448, 927, 1460]
body-text-continued: ਉਨ੍ਹਾਂ ਛੋਟੇ ਸਾਹਿਬਜ਼ਾਦਿਆਂ ਦੀ ਮਹਾਨ ਸ਼ਹਾਦਤ ਨੂੰ ਸਿਜਦਾ ਕਰਦਿਆਂ ਕਿਹਾ ਕਿ ਸਾਹਿਬਜ਼ਾਦਿਆਂ ਦੀ ਕੁਰਬਾਨੀ ਦੁਨੀਆ ਦੇ ਇਤਿਹਾਸ ਵਿੱਚ ਬੇਮਿਸਾਲ ਹੈ। ਇਸ ਮੌਕੇ ਉਨ੍ਹਾਂ ਨਾਲ ਵੱਡੀ ਗਿਣਤੀ ਵਿੱਚ ਕਾਂਗਰਸੀ ਆਗੂ ਅਤੇ ਵਰਕਰ ਹਾਜ਼ਰ ਸਨ। ਰਾਜਾ ਵੜਿੰਗ ਨੇ ਕਿਹਾ ਕਿ ਸਾਨੂੰ ਸਾਰਿਆਂ ਨੂੰ ਸ਼ਹੀਦਾਂ ਦੇ ਦਿਖਾਏ ਰਾਹ ਉੱਤੇ ਚੱਲਣ ਦਾ ਪ੍ਰਣ ਲੈਣਾ ਚਾਹੀਦਾ ਹੈ ਅਤੇ ਆਪਸੀ ਭਾਈਚਾਰੇ ਨੂੰ ਮਜ਼ਬੂਤ ਕਰਨਾ ਚਾਹੀਦਾ ਹੈ। ਉਨ੍ਹਾਂ ਸੰਗਤਾਂ ਨਾਲ ਮਿਲ ਕੇ ਲੰਗਰ ਦੀ ਸੇਵਾ ਵੀ ਨਿਭਾਈ। [313, 852, 656, 890]
photo-march-banner [757, 244, 941, 332]
body-text: ਜਗਰਾਉਂ, 25 ਦਸੰਬਰ (ਜਗਸੀਰ ਸਿੰਘ ਸਾਗਰ):- ਸਾਹਿਬ ਸ੍ਰੀ ਗੁਰੂ ਗੋਬਿੰਦ ਸਿੰਘ ਜੀ ਦੇ ਪ੍ਰਕਾਸ਼ ਪੁਰਬ ਨੂੰ ਸਮਰਪਿਤ 31ਵਾਂ ਅਲੌਕਿਕ ਦਸਮੇਸ਼ ਪੈਦਲ ਮਾਰਚ ਸੱਚਖੰਡ ਸ੍ਰੀ ਹਰਿਮੰਦਰ ਸਾਹਿਬ ਤੋਂ ਸ੍ਰੀ ਅਨੰਦਪੁਰ ਸਾਹਿਬ ਲਈ ਰਵਾਨਾ ਹੋਇਆ। [313, 990, 375, 1105]
photo-nagar-kirtan-flags [12, 183, 164, 285]
body-text: ਫਤਿਹਗੜ੍ਹ ਸਾਹਿਬ 25 ਦਸੰਬਰ (ਰਾਜਿੰਦਰ ਸਿੰਘ ਬੈਂਸ):- ਸ਼ਹੀਦਾਂ ਦੀ ਪਵਿੱਤਰ ਧਰਤੀ ਸ੍ਰੀ ਫਤਿਹਗੜ੍ਹ ਸਾਹਿਬ ਵਿਖੇ ਪੰਜਾਬ ਪ੍ਰਦੇਸ਼ ਕਾਂਗਰਸ ਕਮੇਟੀ ਦੇ ਪ੍ਰਧਾਨ ਅਮਰਿੰਦਰ ਸਿੰਘ ਰਾਜਾ ਵੜਿੰਗ ਨਤਮਸਤਕ ਹੋਏ। [548, 700, 656, 757]
logo-text-left: ਹੱਕ ਸੱਚ [605, 16, 722, 60]
